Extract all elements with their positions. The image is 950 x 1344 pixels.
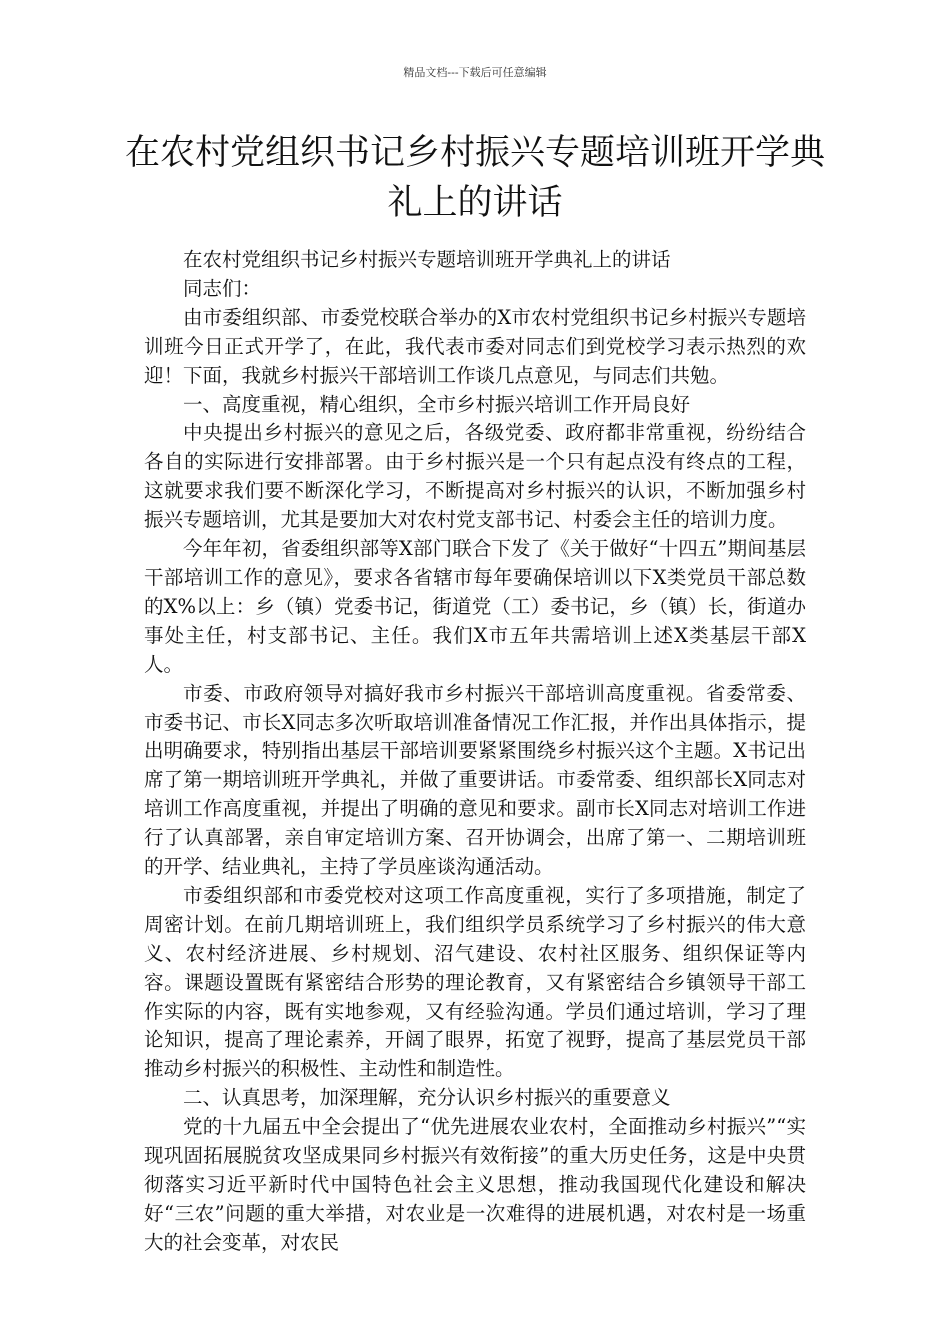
- paragraph-body: 党的十九届五中全会提出了“优先进展农业农村，全面推动乡村振兴”“实现巩固拓展脱贫攻坚成果同乡村振兴有效衔接”的重大历史任务，这是中央贯彻落实习近平新时代中国特色社会主义思想，推动我国现代化建设和解决好“三农”问题的重大举措，对农业是一次难得的进展机遇，对农村是一场重大的社会变革，对农民: [144, 1115, 806, 1254]
- paragraph-intro: 由市委组织部、市委党校联合举办的X市农村党组织书记乡村振兴专题培训班今日正式开学了，在此，我代表市委对同志们到党校学习表示热烈的欢迎！下面，我就乡村振兴干部培训工作谈几点意见，与同志们共勉。: [144, 305, 806, 387]
- paragraph-salutation: 同志们：: [183, 276, 262, 300]
- paragraph-body: 今年年初，省委组织部等X部门联合下发了《关于做好“十四五”期间基层干部培训工作的意见》，要求各省辖市每年要确保培训以下X类党员干部总数的X%以上：乡（镇）党委书记，街道党（工）委书记，乡（镇）长，街道办事处主任，村支部书记、主任。我们X市五年共需培训上述X类基层干部X人。: [144, 537, 806, 676]
- paragraph-body: 中央提出乡村振兴的意见之后，各级党委、政府都非常重视，纷纷结合各自的实际进行安排部署。由于乡村振兴是一个只有起点没有终点的工程，这就要求我们要不断深化学习，不断提高对乡村振兴的认识，不断加强乡村振兴专题培训，尤其是要加大对农村党支部书记、村委会主任的培训力度。: [144, 421, 806, 532]
- page-header-watermark: 精品文档---下载后可任意编辑: [403, 66, 547, 79]
- document-body: [144, 246, 806, 1258]
- section-heading-2: 二、认真思考，加深理解，充分认识乡村振兴的重要意义: [183, 1086, 671, 1110]
- section-heading-1: 一、高度重视，精心组织，全市乡村振兴培训工作开局良好: [183, 392, 691, 416]
- paragraph-body: 市委组织部和市委党校对这项工作高度重视，实行了多项措施，制定了周密计划。在前几期培训班上，我们组织学员系统学习了乡村振兴的伟大意义、农村经济进展、乡村规划、沼气建设、农村社区服务、组织保证等内容。课题设置既有紧密结合形势的理论教育，又有紧密结合乡镇领导干部工作实际的内容，既有实地参观，又有经验沟通。学员们通过培训，学习了理论知识，提高了理论素养，开阔了眼界，拓宽了视野，提高了基层党员干部推动乡村振兴的积极性、主动性和制造性。: [144, 883, 806, 1081]
- paragraph-body: 市委、市政府领导对搞好我市乡村振兴干部培训高度重视。省委常委、市委书记、市长X同志多次听取培训准备情况工作汇报，并作出具体指示，提出明确要求，特别指出基层干部培训要紧紧围绕乡村振兴这个主题。X书记出席了第一期培训班开学典礼，并做了重要讲话。市委常委、组织部长X同志对培训工作高度重视，并提出了明确的意见和要求。副市长X同志对培训工作进行了认真部署，亲自审定培训方案、召开协调会，出席了第一、二期培训班的开学、结业典礼，主持了学员座谈沟通活动。: [144, 681, 806, 879]
- document-title: 在农村党组织书记乡村振兴专题培训班开学典礼上的讲话: [124, 133, 825, 223]
- paragraph-subtitle: 在农村党组织书记乡村振兴专题培训班开学典礼上的讲话: [183, 248, 671, 271]
